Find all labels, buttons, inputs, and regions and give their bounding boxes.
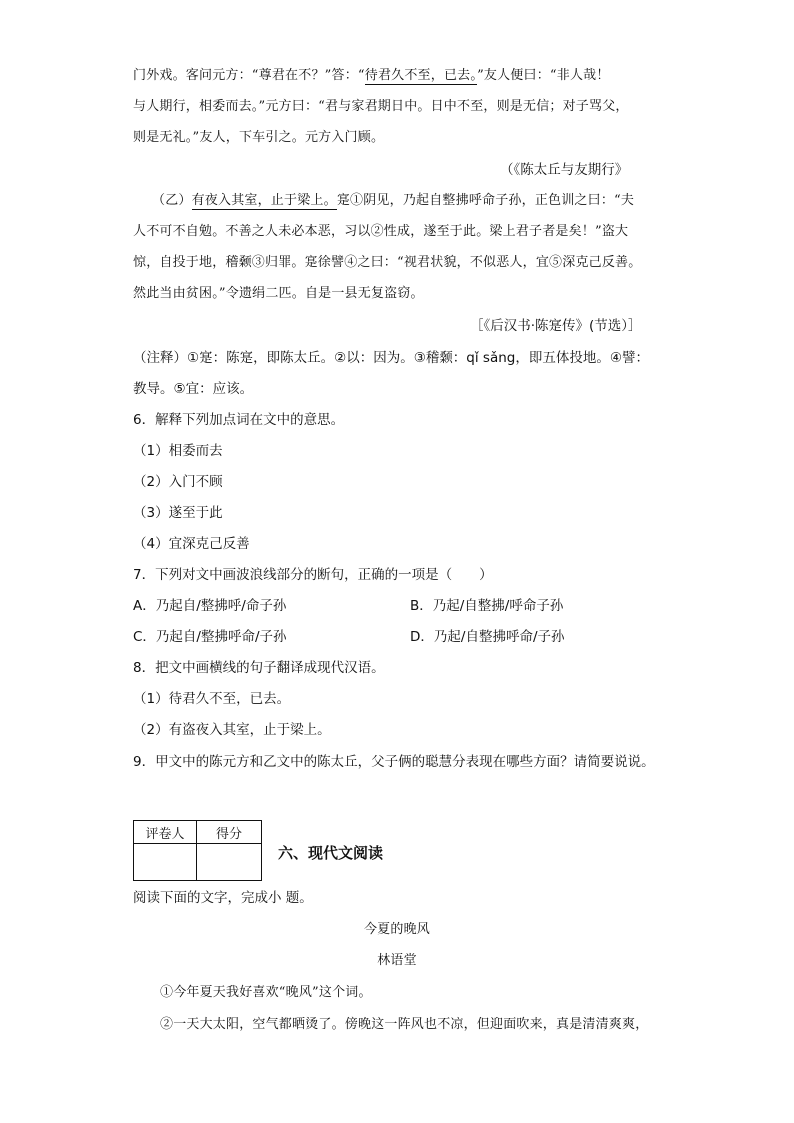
notes-line-2: 教导。⑤宜：应该。 xyxy=(133,381,254,397)
jia-underlined-sentence: 待君久不至，已去。 xyxy=(364,68,478,83)
article-paragraph-2: ②一天大太阳，空气都晒烫了。傍晚这一阵风也不凉，但迎面吹来，真是清清爽爽， xyxy=(160,1017,649,1032)
question-8-item-2: （2）有盗夜入其室，止于梁上。 xyxy=(133,722,331,738)
question-7-stem: 7．下列对文中画波浪线部分的断句，正确的一项是（ ） xyxy=(133,567,493,583)
score-cell[interactable] xyxy=(197,844,262,881)
question-8-item-1: （1）待君久不至，已去。 xyxy=(133,691,291,707)
yi-underlined-sentence: 有夜入其室，止于梁上。 xyxy=(191,193,337,208)
yi-line-1-tail: 寔①阴见，乃起自整拂呼命子孙，正色训之曰：“夫 xyxy=(336,193,635,208)
question-7-option-d: D．乃起/自整拂呼命/子孙 xyxy=(410,629,565,645)
jia-source: （《陈太丘与友期行》 xyxy=(500,162,629,178)
jia-line-1-tail: ”友人便曰：“非人哉！ xyxy=(477,68,610,83)
yi-line-4: 然此当由贫困。”令遗绢二匹。自是一县无复盗窃。 xyxy=(133,286,424,301)
yi-line-1 xyxy=(152,191,634,211)
jia-line-3: 则是无礼。”友人，下车引之。元方入门顾。 xyxy=(133,130,385,145)
jia-line-2: 与人期行，相委而去。”元方曰：“君与家君期日中。日中不至，则是无信；对子骂父， xyxy=(133,99,629,114)
jia-line-1-text: 门外戏。客问元方：“尊君在不？”答：“ xyxy=(133,68,365,83)
notes-line-1: （注释）①寔：陈寔，即陈太丘。②以：因为。③稽颡：qǐ sǎng，即五体投地。④譬： xyxy=(133,350,649,366)
grader-table xyxy=(133,820,262,881)
question-9-stem: 9．甲文中的陈元方和乙文中的陈太丘，父子俩的聪慧分表现在哪些方面？请简要说说。 xyxy=(133,754,655,770)
grader-header: 评卷人 xyxy=(134,821,197,844)
yi-source: ［《后汉书·陈寔传》(节选）］ xyxy=(470,318,642,334)
grader-cell[interactable] xyxy=(134,844,197,881)
yi-label: （乙） xyxy=(152,193,192,208)
question-6-item-1: （1）相委而去 xyxy=(133,443,223,459)
yi-line-3: 惊，自投于地，稽颡③归罪。寔徐譬④之曰：“视君状貌，不似恶人，宜⑤深克己反善。 xyxy=(133,255,642,270)
score-header: 得分 xyxy=(197,821,262,844)
question-6-item-2: （2）入门不顾 xyxy=(133,474,223,490)
question-8-stem: 8．把文中画横线的句子翻译成现代汉语。 xyxy=(133,660,385,676)
question-6-stem: 6．解释下列加点词在文中的意思。 xyxy=(133,412,345,428)
section-6-instruction: 阅读下面的文字，完成小 题。 xyxy=(133,890,313,906)
article-title: 今夏的晚风 xyxy=(363,922,430,937)
article-paragraph-1: ①今年夏天我好喜欢“晚风”这个词。 xyxy=(160,985,372,1000)
question-6-item-3: （3）遂至于此 xyxy=(133,505,223,521)
jia-line-1 xyxy=(133,66,610,86)
yi-line-2: 人不可不自勉。不善之人未必本恶，习以②性成，遂至于此。梁上君子者是矣！”盗大 xyxy=(133,224,629,239)
question-6-item-4: （4）宜深克己反善 xyxy=(133,536,250,552)
question-7-option-b: B．乃起/自整拂/呼命子孙 xyxy=(410,598,564,614)
question-7-option-a: A．乃起自/整拂呼/命子孙 xyxy=(133,598,287,614)
article-author: 林语堂 xyxy=(377,953,417,968)
question-7-option-c: C．乃起自/整拂呼命/子孙 xyxy=(133,629,287,645)
section-6-title: 六、现代文阅读 xyxy=(278,844,384,862)
